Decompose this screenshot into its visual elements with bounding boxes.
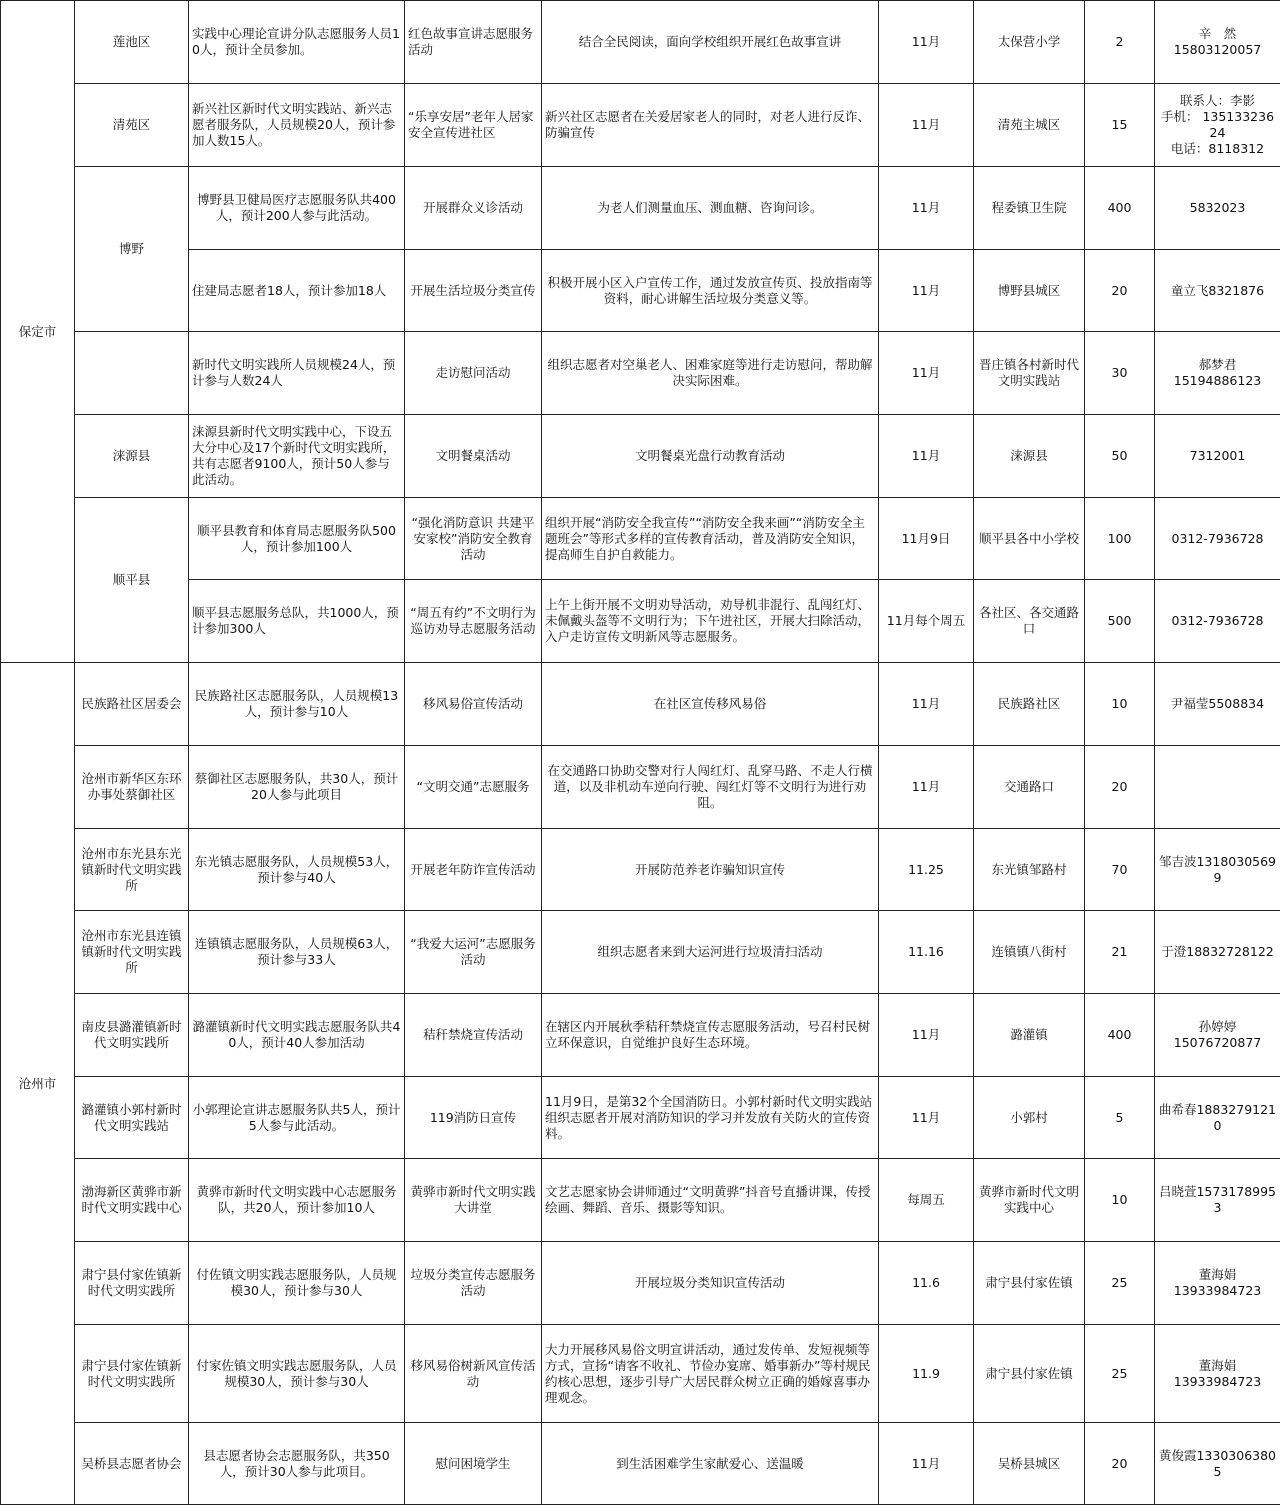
place-cell: 肃宁县付家佐镇: [974, 1242, 1085, 1325]
contact-cell: [1155, 746, 1280, 829]
time-cell: 11.25: [879, 829, 974, 911]
table-row: [1, 84, 1280, 167]
content-cell: 组织开展“消防安全我宣传”“消防安全我来画”“消防安全主题班会”等形式多样的宣传教育活动，普及消防安全知识，提高师生自护自救能力。: [542, 498, 879, 580]
district-cell: 顺平县: [75, 498, 189, 663]
count-cell: 20: [1085, 1423, 1155, 1505]
table-row: [1, 250, 1280, 332]
city-cell: 沧州市: [1, 663, 75, 1505]
activity-cell: “我爱大运河”志愿服务活动: [405, 911, 542, 994]
time-cell: 11月: [879, 167, 974, 250]
team-cell: 新时代文明实践所人员规模24人，预计参与人数24人: [189, 332, 405, 415]
count-cell: 70: [1085, 829, 1155, 911]
district-cell: 涞源县: [75, 415, 189, 498]
activity-cell: “强化消防意识 共建平安家校”消防安全教育活动: [405, 498, 542, 580]
contact-cell: 尹福莹5508834: [1155, 663, 1280, 746]
count-cell: 20: [1085, 746, 1155, 829]
activity-cell: “周五有约”不文明行为巡访劝导志愿服务活动: [405, 580, 542, 663]
district-cell: 南皮县潞灌镇新时代文明实践所: [75, 994, 189, 1077]
count-cell: 10: [1085, 663, 1155, 746]
table-row: [1, 1423, 1280, 1505]
contact-name: 郝梦君: [1158, 357, 1277, 373]
district-cell: 肃宁县付家佐镇新时代文明实践所: [75, 1242, 189, 1325]
team-cell: 连镇镇志愿服务队，人员规模63人，预计参与33人: [189, 911, 405, 994]
table-row: [1, 1, 1280, 84]
table-row: [1, 1077, 1280, 1159]
district-cell: 民族路社区居委会: [75, 663, 189, 746]
place-cell: 晋庄镇各村新时代文明实践站: [974, 332, 1085, 415]
contact-name: 董海娟: [1158, 1267, 1277, 1283]
place-cell: 吴桥县城区: [974, 1423, 1085, 1505]
team-cell: 黄骅市新时代文明实践中心志愿服务队，共20人，预计参加10人: [189, 1159, 405, 1242]
time-cell: 11月: [879, 663, 974, 746]
contact-tel: 电话：8118312: [1158, 141, 1277, 157]
time-cell: 11月每个周五: [879, 580, 974, 663]
content-cell: 为老人们测量血压、测血糖、咨询问诊。: [542, 167, 879, 250]
district-cell: 吴桥县志愿者协会: [75, 1423, 189, 1505]
place-cell: 东光镇邹路村: [974, 829, 1085, 911]
team-cell: 付佐镇文明实践志愿服务队，人员规模30人，预计参与30人: [189, 1242, 405, 1325]
team-cell: 住建局志愿者18人，预计参加18人: [189, 250, 405, 332]
count-cell: 400: [1085, 994, 1155, 1077]
table-row: [1, 746, 1280, 829]
contact-cell: 邹吉波13180305699: [1155, 829, 1280, 911]
time-cell: 11.9: [879, 1325, 974, 1423]
contact-cell: [1155, 994, 1280, 1077]
team-cell: 潞灌镇新时代文明实践志愿服务队共40人，预计40人参加活动: [189, 994, 405, 1077]
table-row: [1, 1325, 1280, 1423]
activity-cell: 垃圾分类宣传志愿服务活动: [405, 1242, 542, 1325]
district-cell: 清苑区: [75, 84, 189, 167]
count-cell: 25: [1085, 1325, 1155, 1423]
content-cell: 新兴社区志愿者在关爱居家老人的同时，对老人进行反诈、防骗宣传: [542, 84, 879, 167]
activity-cell: 秸秆禁烧宣传活动: [405, 994, 542, 1077]
content-cell: 在交通路口协助交警对行人闯红灯、乱穿马路、不走人行横道，以及非机动车逆向行驶、闯红灯等不文明行为进行劝阻。: [542, 746, 879, 829]
activity-cell: “乐享安居”老年人居家安全宣传进社区: [405, 84, 542, 167]
place-cell: 清苑主城区: [974, 84, 1085, 167]
district-cell: 肃宁县付家佐镇新时代文明实践所: [75, 1325, 189, 1423]
contact-cell: 黄俊霞13303063805: [1155, 1423, 1280, 1505]
contact-cell: 5832023: [1155, 167, 1280, 250]
place-cell: 民族路社区: [974, 663, 1085, 746]
contact-cell: [1155, 1242, 1280, 1325]
district-cell: 沧州市新华区东环办事处蔡御社区: [75, 746, 189, 829]
count-cell: 21: [1085, 911, 1155, 994]
team-cell: 蔡御社区志愿服务队，共30人，预计20人参与此项目: [189, 746, 405, 829]
team-cell: 付家佐镇文明实践志愿服务队，人员规模30人，预计参与30人: [189, 1325, 405, 1423]
contact-cell: [1155, 1, 1280, 84]
content-cell: 文艺志愿家协会讲师通过“文明黄骅”抖音号直播讲课，传授绘画、舞蹈、音乐、摄影等知识。: [542, 1159, 879, 1242]
contact-cell: 曲希春18832791210: [1155, 1077, 1280, 1159]
content-cell: 上午上街开展不文明劝导活动，劝导机非混行、乱闯红灯、未佩戴头盔等不文明行为；下午进社区，开展大扫除活动，入户走访宣传文明新风等志愿服务。: [542, 580, 879, 663]
place-cell: 小郭村: [974, 1077, 1085, 1159]
content-cell: 11月9日，是第32个全国消防日。小郭村新时代文明实践站组织志愿者开展对消防知识的学习并发放有关防火的宣传资料。: [542, 1077, 879, 1159]
table-row: [1, 1159, 1280, 1242]
contact-cell: 童立飞8321876: [1155, 250, 1280, 332]
content-cell: 到生活困难学生家献爱心、送温暖: [542, 1423, 879, 1505]
content-cell: 组织志愿者来到大运河进行垃圾清扫活动: [542, 911, 879, 994]
place-cell: 连镇镇八街村: [974, 911, 1085, 994]
contact-cell: 0312-7936728: [1155, 498, 1280, 580]
time-cell: 11月: [879, 1423, 974, 1505]
table-row: [1, 332, 1280, 415]
place-cell: 潞灌镇: [974, 994, 1085, 1077]
activity-cell: 119消防日宣传: [405, 1077, 542, 1159]
count-cell: 15: [1085, 84, 1155, 167]
district-cell: 潞灌镇小郭村新时代文明实践站: [75, 1077, 189, 1159]
table-row: [1, 415, 1280, 498]
table-row: [1, 663, 1280, 746]
district-cell: [75, 332, 189, 415]
content-cell: 开展防范养老诈骗知识宣传: [542, 829, 879, 911]
time-cell: 11月: [879, 1, 974, 84]
team-cell: 民族路社区志愿服务队，人员规模13人，预计参与10人: [189, 663, 405, 746]
activity-cell: 移风易俗树新风宣传活动: [405, 1325, 542, 1423]
table-row: [1, 829, 1280, 911]
contact-cell: 吕晓萱15731789953: [1155, 1159, 1280, 1242]
activity-cell: 慰问困境学生: [405, 1423, 542, 1505]
team-cell: 小郭理论宣讲志愿服务队共5人，预计5人参与此活动。: [189, 1077, 405, 1159]
time-cell: 11月: [879, 746, 974, 829]
activity-cell: 开展老年防诈宣传活动: [405, 829, 542, 911]
time-cell: 11.16: [879, 911, 974, 994]
count-cell: 400: [1085, 167, 1155, 250]
activity-cell: 开展生活垃圾分类宣传: [405, 250, 542, 332]
team-cell: 新兴社区新时代文明实践站、新兴志愿者服务队，人员规模20人，预计参加人数15人。: [189, 84, 405, 167]
team-cell: 博野县卫健局医疗志愿服务队共400人，预计200人参与此活动。: [189, 167, 405, 250]
district-cell: 博野: [75, 167, 189, 332]
team-cell: 涞源县新时代文明实践中心，下设五大分中心及17个新时代文明实践所，共有志愿者9100人，预计50人参与此活动。: [189, 415, 405, 498]
content-cell: 积极开展小区入户宣传工作，通过发放宣传页、投放指南等资料，耐心讲解生活垃圾分类意义等。: [542, 250, 879, 332]
time-cell: 11月9日: [879, 498, 974, 580]
count-cell: 20: [1085, 250, 1155, 332]
place-cell: 程委镇卫生院: [974, 167, 1085, 250]
time-cell: 每周五: [879, 1159, 974, 1242]
table-row: [1, 911, 1280, 994]
table-row: [1, 1242, 1280, 1325]
place-cell: 太保营小学: [974, 1, 1085, 84]
time-cell: 11月: [879, 994, 974, 1077]
place-cell: 交通路口: [974, 746, 1085, 829]
contact-phone: 15076720877: [1158, 1035, 1277, 1051]
contact-name: 辛 然: [1158, 26, 1277, 42]
time-cell: 11月: [879, 415, 974, 498]
district-cell: 渤海新区黄骅市新时代文明实践中心: [75, 1159, 189, 1242]
count-cell: 10: [1085, 1159, 1155, 1242]
count-cell: 25: [1085, 1242, 1155, 1325]
contact-phone: 15803120057: [1158, 42, 1277, 58]
count-cell: 50: [1085, 415, 1155, 498]
contact-phone: 手机： 13513323624: [1158, 109, 1277, 141]
count-cell: 100: [1085, 498, 1155, 580]
time-cell: 11.6: [879, 1242, 974, 1325]
contact-name: 联系人：李影: [1158, 93, 1277, 109]
content-cell: 组织志愿者对空巢老人、困难家庭等进行走访慰问，帮助解决实际困难。: [542, 332, 879, 415]
contact-cell: 于澄18832728122: [1155, 911, 1280, 994]
district-cell: 莲池区: [75, 1, 189, 84]
table-row: [1, 498, 1280, 580]
activity-cell: 走访慰问活动: [405, 332, 542, 415]
time-cell: 11月: [879, 332, 974, 415]
table-row: [1, 580, 1280, 663]
place-cell: 各社区、各交通路口: [974, 580, 1085, 663]
team-cell: 东光镇志愿服务队，人员规模53人，预计参与40人: [189, 829, 405, 911]
activity-cell: 红色故事宣讲志愿服务活动: [405, 1, 542, 84]
contact-phone: 15194886123: [1158, 373, 1277, 389]
city-cell: 保定市: [1, 1, 75, 663]
contact-cell: 7312001: [1155, 415, 1280, 498]
team-cell: 县志愿者协会志愿服务队，共350人，预计30人参与此项目。: [189, 1423, 405, 1505]
activity-cell: “文明交通”志愿服务: [405, 746, 542, 829]
contact-cell: 0312-7936728: [1155, 580, 1280, 663]
contact-cell: [1155, 1325, 1280, 1423]
team-cell: 顺平县教育和体育局志愿服务队500人，预计参加100人: [189, 498, 405, 580]
content-cell: 大力开展移风易俗文明宣讲活动，通过发传单、发短视频等方式，宣扬“请客不收礼、节俭办宴席、婚事新办”等村规民约核心思想，逐步引导广大居民群众树立正确的婚嫁喜事办理观念。: [542, 1325, 879, 1423]
contact-name: 孙婷婷: [1158, 1019, 1277, 1035]
count-cell: 5: [1085, 1077, 1155, 1159]
place-cell: 博野县城区: [974, 250, 1085, 332]
place-cell: 肃宁县付家佐镇: [974, 1325, 1085, 1423]
table-row: [1, 167, 1280, 250]
time-cell: 11月: [879, 250, 974, 332]
district-cell: 沧州市东光县连镇镇新时代文明实践所: [75, 911, 189, 994]
activity-cell: 移风易俗宣传活动: [405, 663, 542, 746]
place-cell: 涞源县: [974, 415, 1085, 498]
team-cell: 实践中心理论宣讲分队志愿服务人员10人，预计全员参加。: [189, 1, 405, 84]
contact-phone: 13933984723: [1158, 1374, 1277, 1390]
count-cell: 30: [1085, 332, 1155, 415]
activity-cell: 开展群众义诊活动: [405, 167, 542, 250]
content-cell: 开展垃圾分类知识宣传活动: [542, 1242, 879, 1325]
count-cell: 2: [1085, 1, 1155, 84]
activity-cell: 文明餐桌活动: [405, 415, 542, 498]
content-cell: 在辖区内开展秋季秸秆禁烧宣传志愿服务活动，号召村民树立环保意识，自觉维护良好生态环境。: [542, 994, 879, 1077]
team-cell: 顺平县志愿服务总队，共1000人，预计参加300人: [189, 580, 405, 663]
content-cell: 结合全民阅读，面向学校组织开展红色故事宣讲: [542, 1, 879, 84]
content-cell: 在社区宣传移风易俗: [542, 663, 879, 746]
time-cell: 11月: [879, 84, 974, 167]
count-cell: 500: [1085, 580, 1155, 663]
contact-phone: 13933984723: [1158, 1283, 1277, 1299]
place-cell: 黄骅市新时代文明实践中心: [974, 1159, 1085, 1242]
time-cell: 11月: [879, 1077, 974, 1159]
table-row: [1, 994, 1280, 1077]
district-cell: 沧州市东光县东光镇新时代文明实践所: [75, 829, 189, 911]
content-cell: 文明餐桌光盘行动教育活动: [542, 415, 879, 498]
contact-cell: [1155, 84, 1280, 167]
activity-cell: 黄骅市新时代文明实践大讲堂: [405, 1159, 542, 1242]
contact-cell: [1155, 332, 1280, 415]
contact-name: 董海娟: [1158, 1358, 1277, 1374]
place-cell: 顺平县各中小学校: [974, 498, 1085, 580]
